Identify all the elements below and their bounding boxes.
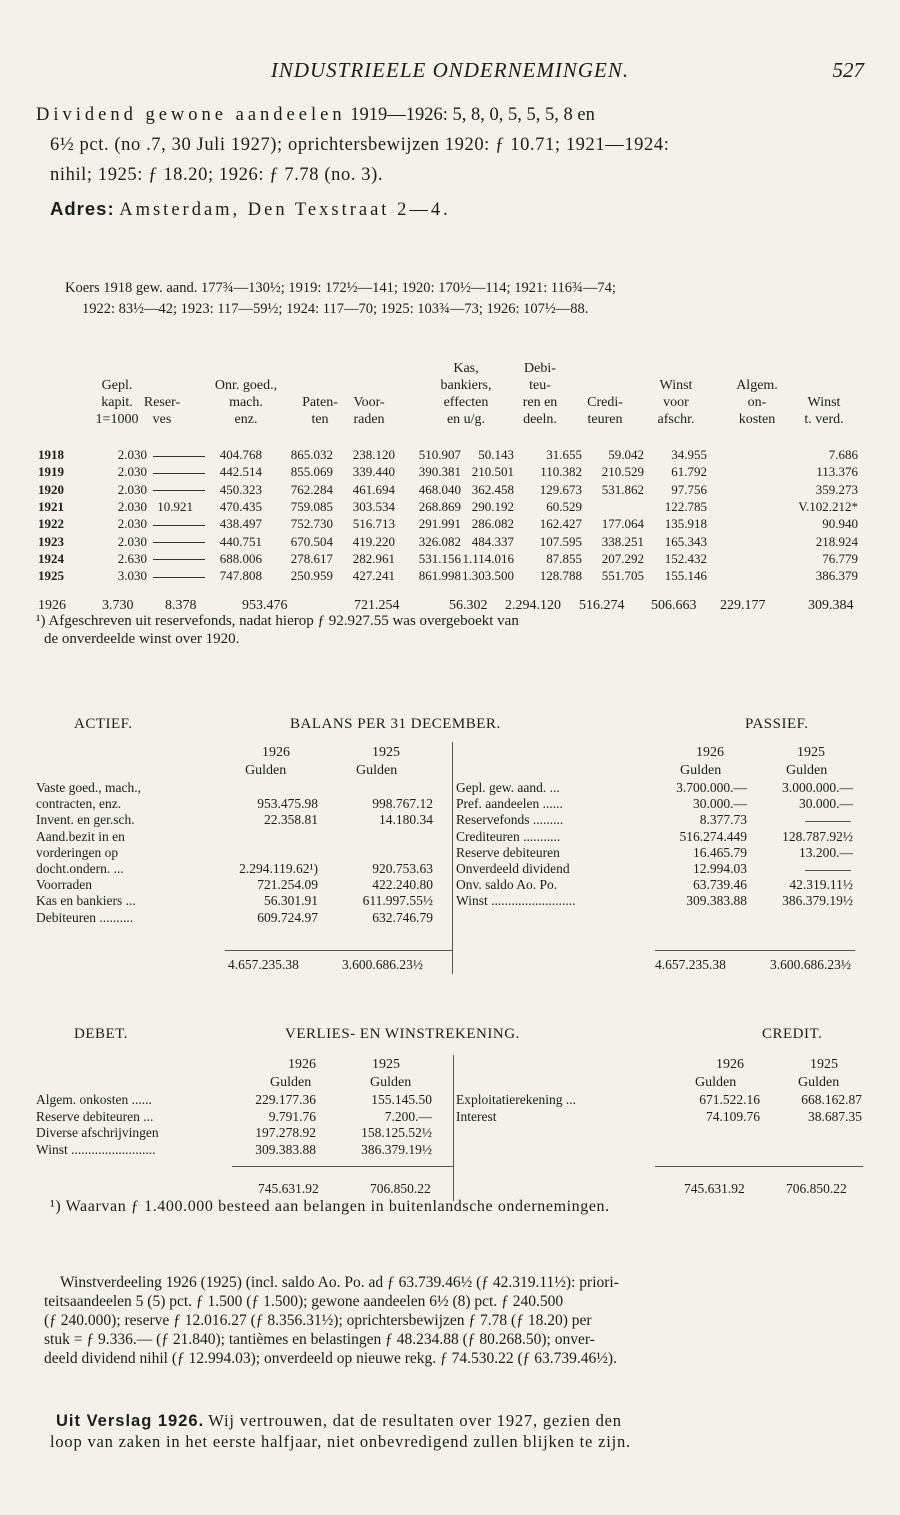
balans-passief-label: Reservefonds ......... (456, 812, 564, 828)
dividend-values: 1919—1926: 5, 8, 0, 5, 5, 5, 8 en (350, 105, 595, 125)
balans-left-label: ACTIEF. (74, 716, 133, 732)
history-cell: 282.961 (352, 550, 395, 566)
verlies-credit-total-1925: 706.850.22 (786, 1181, 847, 1196)
verlies-credit-total-1926: 745.631.92 (684, 1181, 745, 1196)
history-cell: 90.940 (822, 516, 858, 532)
history-header-debi-1: teu- (529, 378, 551, 393)
balans-passief-label: Pref. aandeelen ...... (456, 796, 563, 812)
verlies-debet-label: Reserve debiteuren ... (36, 1108, 154, 1124)
history-cell: 865.032 (290, 447, 333, 462)
history-1926-cell: 8.378 (165, 598, 197, 613)
history-cell: 461.694 (352, 481, 395, 497)
verlies-left-label: DEBET. (74, 1026, 128, 1042)
history-cell: 386.379 (815, 568, 858, 584)
history-cell: 2.030 (117, 498, 147, 514)
history-cell: 210.501 (471, 464, 514, 480)
history-cell: 861.998 (418, 568, 461, 584)
history-cell: 3.030 (117, 568, 147, 584)
history-header-onr-0: Onr. goed., (214, 378, 278, 393)
history-cell: 97.756 (671, 481, 707, 497)
balans-actief-year-1925: 1925 (372, 745, 400, 760)
address-label: Adres: (50, 198, 115, 219)
verlies-debet-label: Algem. onkosten ...... (36, 1092, 152, 1107)
history-header-algem-2: kosten (738, 412, 776, 427)
history-cell: 152.432 (664, 550, 707, 566)
balans-actief-value-1926: 2.294.119.62¹) (239, 861, 318, 876)
history-year: 1919 (38, 464, 64, 480)
verlies-debet-label: Diverse afschrijvingen (36, 1125, 159, 1140)
address-value: Amsterdam, Den Texstraat 2—4. (119, 200, 451, 220)
history-cell: 390.381 (418, 464, 461, 480)
verlies-credit-year-1926: 1926 (716, 1057, 744, 1072)
balans-passief-unit-1: Gulden (680, 763, 722, 778)
history-cell: 470.435 (219, 498, 262, 514)
verlies-debet-value-1926: 309.383.88 (255, 1141, 316, 1157)
history-cell: 438.497 (219, 516, 262, 532)
history-cell: 87.855 (546, 550, 582, 566)
history-1926-cell: 721.254 (354, 598, 400, 613)
winstverdeeling-line-1: Winstverdeeling 1926 (1925) (incl. saldo Ao. Po. ad ƒ 63.739.46½ (ƒ 42.319.11½): priori- (60, 1274, 619, 1291)
balans-passief-value-1925: 386.379.19½ (782, 893, 853, 909)
history-1926-year: 1926 (38, 598, 66, 613)
verlies-credit-unit-1: Gulden (695, 1075, 737, 1090)
history-footnote-1: ¹) Afgeschreven uit reservefonds, nadat hierop ƒ 92.927.55 was overgeboekt van (36, 613, 519, 629)
history-1926-cell: 2.294.120 (505, 598, 561, 613)
balans-actief-rule (225, 950, 453, 951)
balans-passief-year-1926: 1926 (696, 745, 724, 760)
history-year: 1918 (38, 447, 64, 462)
balans-actief-year-1926: 1926 (262, 745, 290, 760)
verlies-debet-rule (232, 1166, 454, 1167)
balans-actief-value-1926: 56.301.91 (264, 893, 318, 909)
history-cell: 129.673 (539, 481, 582, 497)
verlies-credit-value-1926: 671.522.16 (699, 1092, 760, 1107)
history-cell: 759.085 (290, 498, 333, 514)
history-header-debi-2: ren en (522, 395, 558, 410)
history-cell: 670.504 (290, 533, 333, 549)
balans-actief-value-1925: 920.753.63 (372, 861, 433, 876)
history-1926-cell: 309.384 (808, 598, 854, 613)
history-cell: 60.529 (546, 498, 582, 514)
verlies-divider (453, 1055, 454, 1201)
history-cell: 286.082 (471, 516, 514, 532)
history-cell: 107.595 (539, 533, 582, 549)
history-cell: 110.382 (540, 464, 582, 480)
history-cell: 34.955 (671, 447, 707, 462)
verlies-credit-label: Interest (456, 1108, 497, 1124)
history-cell: 762.284 (290, 481, 333, 497)
balans-passief-value-1925: 13.200.— (799, 844, 853, 860)
history-cell: 122.785 (664, 498, 707, 514)
balans-passief-value-1926: 16.465.79 (693, 844, 747, 860)
history-header-onr-2: enz. (234, 412, 258, 427)
history-header-voor-1: Voor- (353, 395, 385, 410)
history-header-kas-1: bankiers, (440, 378, 492, 393)
balans-passief-year-1925: 1925 (797, 745, 825, 760)
balans-passief-label: Winst ......................... (456, 893, 576, 909)
verlies-debet-total-1926: 745.631.92 (258, 1181, 319, 1196)
history-cell: 516.713 (352, 516, 395, 532)
balans-actief-value-1925: 14.180.34 (379, 812, 433, 828)
verlies-debet-value-1925: 386.379.19½ (361, 1141, 432, 1157)
history-cell: 155.146 (664, 568, 707, 584)
history-1926-cell: 229.177 (720, 598, 766, 613)
verlies-debet-unit-2: Gulden (370, 1075, 412, 1090)
history-year: 1922 (38, 516, 64, 532)
history-header-winstvoor-0: Winst (659, 378, 693, 393)
koers-line-1: Koers 1918 gew. aand. 177¾—130½; 1919: 172½—141; 1920: 170½—114; 1921: 116¾—74; (65, 280, 616, 296)
history-cell: 291.991 (418, 516, 461, 532)
verlies-debet-value-1926: 9.791.76 (268, 1108, 316, 1124)
verlies-debet-total-1925: 706.850.22 (370, 1181, 431, 1196)
history-cell: 747.808 (219, 568, 262, 584)
history-header-gepl-2: 1=1000 (95, 412, 139, 427)
history-header-paten-1: Paten- (302, 395, 338, 410)
history-header-gepl-0: Gepl. (101, 378, 133, 393)
history-year: 1925 (38, 568, 64, 584)
dash-line (805, 870, 851, 871)
balans-actief-value-1926: 721.254.09 (257, 877, 318, 893)
verlies-credit-unit-2: Gulden (798, 1075, 840, 1090)
balans-passief-total-1925: 3.600.686.23½ (770, 957, 851, 972)
balans-passief-value-1926: 63.739.46 (693, 877, 747, 893)
balans-actief-value-1926: 609.724.97 (257, 909, 318, 925)
balans-passief-label: Reserve debiteuren (456, 844, 560, 860)
verslag-line-2: loop van zaken in het eerste halfjaar, niet onbevredigend zullen blijken te zijn. (50, 1432, 631, 1451)
history-year: 1924 (38, 550, 64, 566)
page-number: 527 (832, 58, 864, 82)
balans-passief-rule (655, 950, 855, 951)
balans-actief-label: Vaste goed., mach., (36, 780, 141, 795)
history-cell: 326.082 (418, 533, 461, 549)
history-cell: 2.030 (117, 516, 147, 532)
page-title: INDUSTRIEELE ONDERNEMINGEN. (270, 58, 630, 82)
verlies-debet-value-1925: 7.200.— (384, 1108, 432, 1124)
history-cell: 128.788 (539, 568, 582, 584)
verslag-line-1 (56, 1411, 622, 1431)
history-1926-cell: 56.302 (449, 598, 488, 613)
history-header-reserve-1: Reser- (143, 395, 181, 410)
history-cell: 31.655 (546, 447, 582, 462)
balans-passief-value-1926: 12.994.03 (693, 861, 747, 876)
balans-passief-value-1926: 8.377.73 (699, 812, 747, 828)
balans-passief-value-1925: 128.787.92½ (782, 828, 853, 844)
balans-title: BALANS PER 31 DECEMBER. (290, 716, 501, 732)
history-header-voor-2: raden (353, 412, 385, 427)
history-cell: 238.120 (352, 447, 395, 462)
history-1926-cell: 516.274 (579, 598, 625, 613)
history-header-credi-2: teuren (587, 412, 623, 427)
history-cell: 1.114.016 (462, 550, 514, 566)
history-year: 1923 (38, 533, 64, 549)
history-header-debi-0: Debi- (524, 361, 556, 376)
dividend-line (36, 101, 595, 130)
history-cell: 61.792 (671, 464, 707, 480)
history-cell: 362.458 (471, 481, 514, 497)
history-header-paten-2: ten (311, 412, 329, 427)
balans-passief-value-1925: 3.000.000.— (782, 780, 853, 795)
balans-passief-value-1925: 30.000.— (799, 796, 853, 812)
balans-actief-label: Debiteuren .......... (36, 909, 134, 925)
history-cell: 338.251 (601, 533, 644, 549)
history-cell: 419.220 (352, 533, 395, 549)
history-header-winstverd-1: Winst (807, 395, 841, 410)
history-cell: 484.337 (471, 533, 514, 549)
history-header-onr-1: mach. (229, 395, 263, 410)
history-header-winstverd-2: t. verd. (804, 412, 844, 427)
balans-passief-label: Onv. saldo Ao. Po. (456, 877, 558, 893)
verlies-credit-value-1925: 38.687.35 (808, 1108, 862, 1124)
history-cell: 404.768 (219, 447, 262, 462)
verlies-debet-unit-1: Gulden (270, 1075, 312, 1090)
winstverdeeling-line-5: deeld dividend nihil (ƒ 12.994.03); onverdeeld op nieuwe rekg. ƒ 74.530.22 (ƒ 63.739.46½). (44, 1350, 617, 1367)
balans-actief-label: Kas en bankiers ... (36, 893, 136, 909)
balans-actief-value-1925: 611.997.55½ (362, 893, 433, 909)
verlies-title: VERLIES- EN WINSTREKENING. (285, 1026, 520, 1042)
history-header-algem-0: Algem. (736, 378, 778, 393)
balans-actief-value-1925: 998.767.12 (372, 796, 433, 812)
balans-actief-label: contracten, enz. (36, 796, 122, 812)
history-cell: 210.529 (601, 464, 644, 480)
page-header (0, 58, 900, 88)
history-cell: 7.686 (828, 447, 858, 462)
dividend-line-2: 6½ pct. (no .7, 30 Juli 1927); oprichtersbewijzen 1920: ƒ 10.71; 1921—1924: (50, 135, 670, 155)
balans-passief-unit-2: Gulden (786, 763, 828, 778)
history-1926-cell: 3.730 (102, 598, 134, 613)
history-cell: 359.273 (815, 481, 858, 497)
history-cell: 278.617 (290, 550, 333, 566)
history-header-debi-3: deeln. (523, 412, 557, 427)
balans-actief-label: Invent. en ger.sch. (36, 812, 135, 828)
balans-actief-unit-1: Gulden (245, 763, 287, 778)
verlies-debet-value-1925: 155.145.50 (371, 1092, 432, 1107)
balans-passief-value-1926: 3.700.000.— (676, 780, 747, 795)
dash-line (805, 821, 851, 822)
history-header-reserve-2: ves (152, 412, 172, 427)
history-cell: 688.006 (219, 550, 262, 566)
address-line (50, 194, 451, 225)
balans-actief-label: Aand.bezit in en (36, 828, 125, 844)
history-cell: V.102.212* (798, 498, 858, 514)
history-cell: 440.751 (219, 533, 262, 549)
balans-actief-value-1926: 953.475.98 (257, 796, 318, 812)
history-cell: 752.730 (290, 516, 333, 532)
history-cell: 427.241 (352, 568, 395, 584)
history-cell: 135.918 (664, 516, 707, 532)
winstverdeeling-line-3: (ƒ 240.000); reserve ƒ 12.016.27 (ƒ 8.356.31½); oprichtersbewijzen ƒ 7.78 (ƒ 18.20) per (44, 1312, 592, 1329)
history-header-kas-0: Kas, (453, 361, 479, 376)
verlies-debet-value-1926: 197.278.92 (255, 1125, 316, 1140)
history-header-winstvoor-1: voor (663, 395, 689, 410)
verlies-credit-year-1925: 1925 (810, 1057, 838, 1072)
history-1926-cell: 506.663 (651, 598, 697, 613)
history-cell: 177.064 (601, 516, 644, 532)
verlies-credit-rule (655, 1166, 863, 1167)
verlies-debet-label: Winst ......................... (36, 1141, 156, 1157)
balans-passief-label: Gepl. gew. aand. ... (456, 780, 560, 795)
balans-actief-label: docht.ondern. ... (36, 861, 124, 876)
history-header-gepl-1: kapit. (101, 395, 133, 410)
history-cell: 218.924 (815, 533, 858, 549)
verlies-debet-year-1925: 1925 (372, 1057, 400, 1072)
history-cell: 339.440 (352, 464, 395, 480)
balans-actief-label: vorderingen op (36, 844, 119, 860)
history-cell: 162.427 (539, 516, 582, 532)
history-cell: 10.921 (157, 498, 193, 514)
history-footnote-2: de onverdeelde winst over 1920. (44, 631, 240, 647)
balans-passief-value-1926: 516.274.449 (679, 828, 747, 844)
balans-passief-label: Crediteuren ........... (456, 828, 561, 844)
history-year: 1921 (38, 498, 64, 514)
koers-line-2: 1922: 83½—42; 1923: 117—59½; 1924: 117—70; 1925: 103¾—73; 1926: 107½—88. (82, 301, 589, 317)
history-cell: 1.303.500 (462, 568, 514, 584)
balans-actief-value-1926: 22.358.81 (264, 812, 318, 828)
history-cell: 50.143 (478, 447, 514, 462)
history-cell: 2.030 (117, 447, 147, 462)
balans-actief-value-1925: 632.746.79 (372, 909, 433, 925)
history-cell: 531.862 (601, 481, 644, 497)
balans-actief-total-1926: 4.657.235.38 (228, 957, 299, 972)
balans-right-label: PASSIEF. (745, 716, 809, 732)
verlies-credit-value-1925: 668.162.87 (801, 1092, 862, 1107)
history-cell: 290.192 (471, 498, 514, 514)
balans-passief-value-1925: 42.319.11½ (789, 877, 853, 893)
history-header-kas-3: en u/g. (446, 412, 486, 427)
history-year: 1920 (38, 481, 64, 497)
verlies-debet-year-1926: 1926 (288, 1057, 316, 1072)
history-header-credi-1: Credi- (587, 395, 623, 410)
history-header-algem-1: on- (747, 395, 767, 410)
verlies-debet-value-1925: 158.125.52½ (361, 1125, 432, 1140)
balans-passief-total-1926: 4.657.235.38 (655, 957, 726, 972)
verlies-credit-value-1926: 74.109.76 (706, 1108, 760, 1124)
history-cell: 551.705 (601, 568, 644, 584)
verslag-label: Uit Verslag 1926. (56, 1412, 205, 1430)
history-cell: 76.779 (822, 550, 858, 566)
balans-actief-value-1925: 422.240.80 (372, 877, 433, 893)
history-cell: 207.292 (601, 550, 644, 566)
verslag-text-1: Wij vertrouwen, dat de resultaten over 1927, gezien den (208, 1411, 622, 1430)
verlies-credit-label: Exploitatierekening ... (456, 1092, 576, 1107)
history-cell: 531.156 (418, 550, 461, 566)
history-cell: 2.630 (117, 550, 147, 566)
history-cell: 450.323 (219, 481, 262, 497)
history-cell: 59.042 (608, 447, 644, 462)
balans-passief-value-1926: 30.000.— (693, 796, 747, 812)
history-header-kas-2: effecten (443, 395, 489, 410)
balans-actief-label: Voorraden (36, 877, 92, 893)
dividend-line-3: nihil; 1925: ƒ 18.20; 1926: ƒ 7.78 (no. 3). (50, 165, 384, 185)
verlies-debet-value-1926: 229.177.36 (255, 1092, 316, 1107)
history-cell: 442.514 (219, 464, 262, 480)
history-cell: 2.030 (117, 533, 147, 549)
history-cell: 2.030 (117, 481, 147, 497)
verlies-right-label: CREDIT. (762, 1026, 823, 1042)
history-cell: 268.869 (418, 498, 461, 514)
history-cell: 468.040 (418, 481, 461, 497)
history-cell: 303.534 (352, 498, 395, 514)
balans-divider (452, 742, 453, 974)
balans-passief-value-1926: 309.383.88 (686, 893, 747, 909)
balans-passief-label: Onverdeeld dividend (456, 861, 570, 876)
history-1926-cell: 953.476 (242, 598, 288, 613)
winstverdeeling-line-2: teitsaandeelen 5 (5) pct. ƒ 1.500 (ƒ 1.500); gewone aandeelen 6½ (8) pct. ƒ 240.500 (44, 1293, 564, 1310)
balans-actief-total-1925: 3.600.686.23½ (342, 957, 423, 972)
history-cell: 510.907 (418, 447, 461, 462)
history-header-winstvoor-2: afschr. (657, 412, 695, 427)
dividend-label: Dividend gewone aandeelen (36, 105, 346, 125)
balans-actief-unit-2: Gulden (356, 763, 398, 778)
verlies-footnote: ¹) Waarvan ƒ 1.400.000 besteed aan belangen in buitenlandsche ondernemingen. (50, 1198, 610, 1215)
history-cell: 113.376 (816, 464, 858, 480)
history-cell: 2.030 (117, 464, 147, 480)
history-cell: 855.069 (290, 464, 333, 480)
winstverdeeling-line-4: stuk = ƒ 9.336.— (ƒ 21.840); tantièmes en belastingen ƒ 48.234.88 (ƒ 80.268.50); onver- (44, 1331, 595, 1348)
history-cell: 165.343 (664, 533, 707, 549)
history-cell: 250.959 (290, 568, 333, 584)
